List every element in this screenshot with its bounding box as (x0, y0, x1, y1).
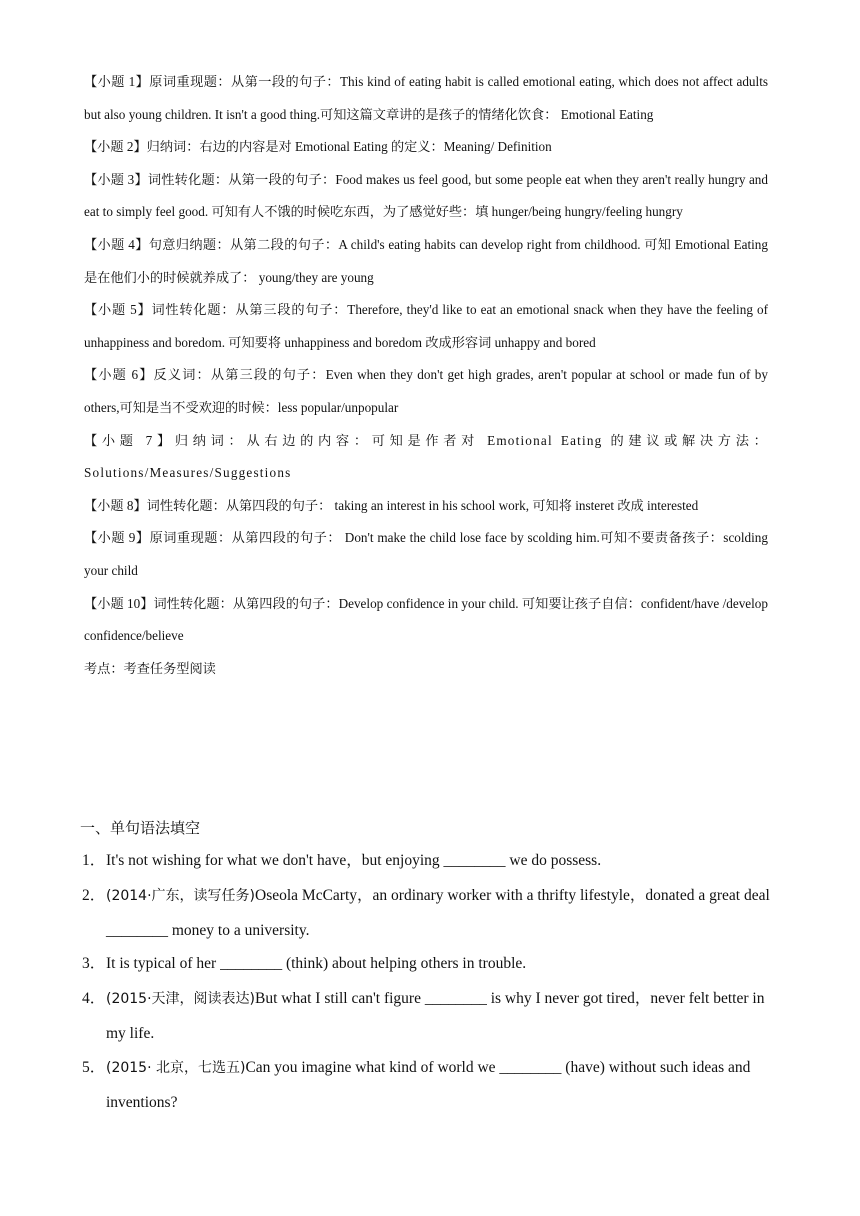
explanation-item-3: 【小题 3】词性转化题：从第一段的句子：Food makes us feel good, but some people eat when they aren't really hungry and eat to simply feel good. 可知有人不饿的时候吃东西，为了感觉好些：填 hunger/being hungry/feeling hungry (84, 171, 768, 220)
question-text (106, 844, 780, 879)
question-body: But what I still can't figure ________ is why I never got tired，never felt better in my life. (106, 990, 765, 1042)
explanation-item-5: 【小题 5】词性转化题：从第三段的句子：Therefore, they'd like to eat an emotional snack when they have the feeling of unhappiness and boredom. 可知要将 unhappiness and boredom 改成形容词 unhappy and bored (84, 302, 768, 350)
explanation-item-10: 【小题 10】词性转化题：从第四段的句子：Develop confidence in your child. 可知要让孩子自信：confident/have /develop confidence/believe (84, 595, 768, 644)
question-number: 1． (82, 852, 106, 869)
explanation-item-8: 【小题 8】词性转化题：从第四段的句子： taking an interest in his school work, 可知将 insteret 改成 interested (84, 497, 699, 513)
explanation-item-2: 【小题 2】归纳词：右边的内容是对 Emotional Eating 的定义：Meaning/ Definition (84, 139, 552, 155)
question-number: 5． (82, 1058, 106, 1076)
question-text (106, 982, 780, 1051)
question-body: Oseola McCarty，an ordinary worker with a thrifty lifestyle，donated a great deal ________ money to a university. (106, 886, 770, 939)
question-number: 3． (82, 955, 106, 973)
question-item (80, 844, 780, 879)
question-item (80, 1051, 780, 1120)
question-text (106, 1051, 780, 1120)
question-source: (2015·天津，阅读表达) (106, 991, 256, 1008)
question-body: It is typical of her ________ (think) about helping others in trouble. (106, 955, 527, 973)
question-text (106, 947, 780, 982)
question-text (106, 879, 780, 948)
question-body: It's not wishing for what we don't have，but enjoying ________ we do possess. (106, 852, 602, 869)
explanation-item-9: 【小题 9】原词重现题：从第四段的句子： Don't make the child lose face by scolding him.可知不要责备孩子：scolding your child (84, 530, 768, 578)
section-title: 一、单句语法填空 (80, 819, 201, 837)
explanation-item-6: 【小题 6】反义词：从第三段的句子：Even when they don't get high grades, aren't popular at school or made fun of by others,可知是当不受欢迎的时候：less popular/unpopular (84, 367, 768, 415)
question-item (80, 982, 780, 1051)
explanation-item-4: 【小题 4】句意归纳题：从第二段的句子：A child's eating habits can develop right from childhood. 可知 Emotional Eating 是在他们小的时候就养成了： young/they are young (84, 236, 768, 285)
grammar-fill-section (80, 812, 780, 1119)
explanation-item-1: 【小题 1】原词重现题：从第一段的句子：This kind of eating habit is called emotional eating, which does not affect adults but also young children. It isn't a good thing.可知这篇文章讲的是孩子的情绪化饮食： Emotional Eating (84, 74, 768, 122)
question-source: (2015· 北京，七选五) (106, 1059, 246, 1076)
answer-explanations (84, 66, 768, 685)
question-item (80, 947, 780, 982)
question-item (80, 879, 780, 948)
explanation-item-7: 【小题 7】归纳词：从右边的内容：可知是作者对 Emotional Eating 的建议或解决方法：Solutions/Measures/Suggestions (84, 432, 768, 481)
question-body: Can you imagine what kind of world we ________ (have) without such ideas and inventions? (106, 1058, 751, 1111)
question-number: 2． (82, 886, 106, 904)
question-number: 4． (82, 990, 106, 1008)
exam-point: 考点：考查任务型阅读 (84, 660, 216, 676)
question-source: (2014·广东，读写任务) (106, 887, 256, 904)
